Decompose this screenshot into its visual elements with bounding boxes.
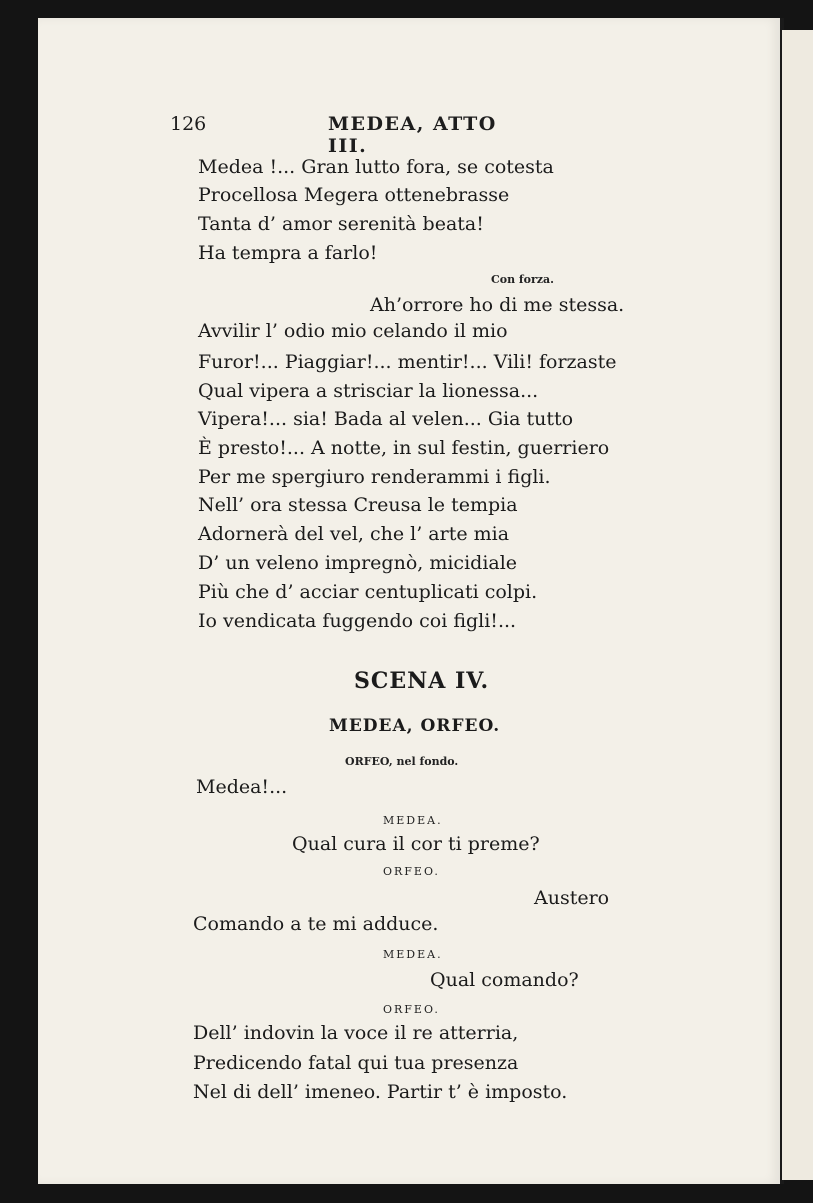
verse-line: Predicendo fatal qui tua presenza bbox=[193, 1052, 519, 1074]
scene-heading: SCENA IV. bbox=[354, 668, 490, 694]
verse-line: Più che d’ acciar centuplicati colpi. bbox=[198, 581, 538, 603]
page-number: 126 bbox=[170, 113, 207, 135]
verse-line: Qual comando? bbox=[430, 969, 579, 991]
verse-line: Procellosa Megera ottenebrasse bbox=[198, 184, 510, 206]
verse-line: Ha tempra a farlo! bbox=[198, 242, 378, 264]
speaker-name: MEDEA. bbox=[383, 814, 443, 827]
verse-line: È presto!... A notte, in sul festin, guerriero bbox=[198, 437, 610, 459]
verse-line: Vipera!... sia! Bada al velen... Gia tutto bbox=[198, 408, 574, 430]
verse-line: Ah’orrore ho di me stessa. bbox=[370, 294, 625, 316]
verse-line: Dell’ indovin la voce il re atterria, bbox=[193, 1022, 519, 1044]
verse-line: Medea!... bbox=[196, 776, 288, 798]
verse-line: Nell’ ora stessa Creusa le tempia bbox=[198, 494, 518, 516]
verse-line: Qual vipera a strisciar la lionessa... bbox=[198, 380, 539, 402]
scene-characters: MEDEA, ORFEO. bbox=[329, 716, 501, 736]
verse-line: Qual cura il cor ti preme? bbox=[292, 833, 540, 855]
speaker-with-direction: ORFEO, nel fondo. bbox=[345, 755, 459, 768]
verse-line: Per me spergiuro renderammi i figli. bbox=[198, 466, 551, 488]
verse-line: Avvilir l’ odio mio celando il mio bbox=[198, 320, 508, 342]
verse-line: Furor!... Piaggiar!... mentir!... Vili! forzaste bbox=[198, 351, 617, 373]
stage-direction: Con forza. bbox=[491, 273, 554, 286]
speaker-name: ORFEO. bbox=[383, 1003, 440, 1016]
verse-line: Tanta d’ amor serenità beata! bbox=[198, 213, 484, 235]
verse-line: Nel di dell’ imeneo. Partir t’ è imposto. bbox=[193, 1081, 568, 1103]
verse-line: Comando a te mi adduce. bbox=[193, 913, 439, 935]
running-title: MEDEA, ATTO III. bbox=[328, 113, 497, 157]
verse-line: Io vendicata fuggendo coi figli!... bbox=[198, 610, 517, 632]
verse-line: Medea !... Gran lutto fora, se cotesta bbox=[198, 156, 554, 178]
verse-line: D’ un veleno impregnò, micidiale bbox=[198, 552, 518, 574]
speaker-name: MEDEA. bbox=[383, 948, 443, 961]
speaker-name: ORFEO. bbox=[383, 865, 440, 878]
verse-line: Austero bbox=[534, 887, 610, 909]
verse-line: Adornerà del vel, che l’ arte mia bbox=[198, 523, 510, 545]
